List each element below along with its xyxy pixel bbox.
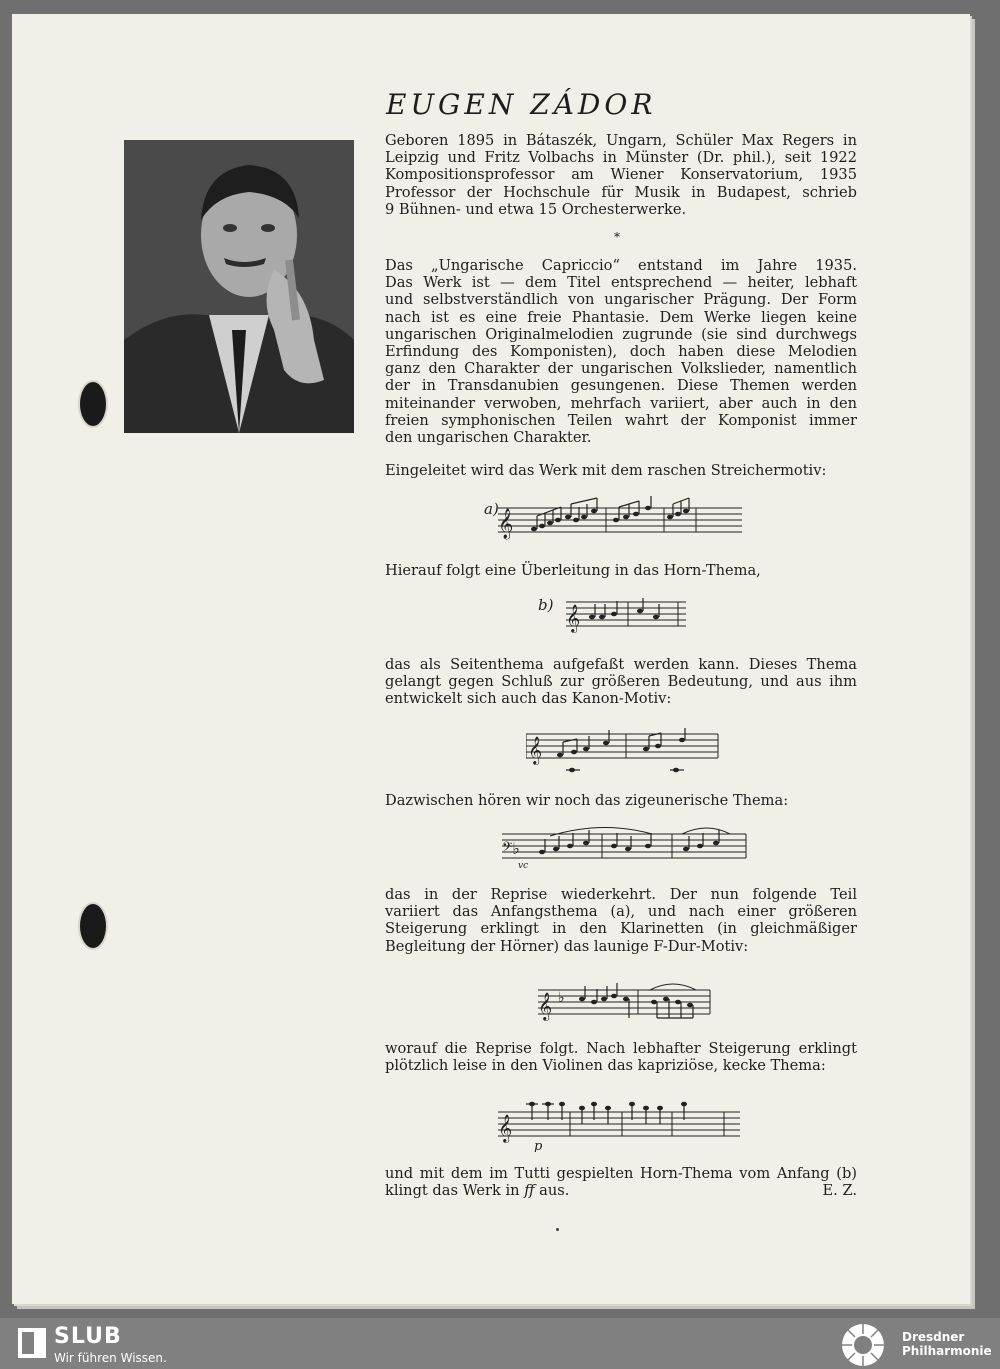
biography-paragraph: [385, 132, 857, 218]
capriccio-line: den ungarischen Charakter.: [385, 429, 592, 447]
capriccio-line: miteinander verwoben, mehrfach variiert, aber auch in den: [385, 394, 857, 412]
slub-tagline: Wir führen Wissen.: [54, 1351, 167, 1365]
closing-text-post: aus.: [534, 1182, 570, 1200]
side-theme-line: entwickelt sich auch das Kanon-Motiv:: [385, 690, 672, 708]
punch-hole-top: [78, 380, 108, 428]
svg-text:𝄞: 𝄞: [528, 736, 543, 764]
staff-notation-icon: [502, 824, 750, 870]
reprise-paragraph: [385, 886, 857, 955]
svg-text:𝄞: 𝄞: [498, 1114, 513, 1142]
reprise-line: Steigerung erklingt in den Klarinetten (in gleichmäßiger: [385, 920, 857, 938]
staff-notation-icon: [538, 594, 688, 636]
staff-notation-icon: [484, 496, 746, 548]
gypsy-paragraph: [385, 792, 857, 809]
reprise-line: variiert das Anfangsthema (a), und nach einer größeren: [385, 903, 857, 921]
capriccio-line: Das Werk ist — dem Titel entsprechend — heiter, lebhaft: [385, 274, 857, 292]
dresdner-philharmonie-name: [902, 1330, 992, 1358]
capriccio-line: und selbstverständlich von ungarischer Prägung. Der Form: [385, 291, 857, 309]
slub-logo-icon[interactable]: [18, 1328, 46, 1358]
reprise-line: das in der Reprise wiederkehrt. Der nun folgende Teil: [385, 886, 857, 903]
composer-title: EUGEN ZÁDOR: [386, 88, 657, 121]
svg-text:𝄞: 𝄞: [566, 604, 581, 632]
dp-line-1: Dresdner: [902, 1330, 965, 1344]
capriccio-line: ungarischen Originalmelodien zugrunde (sie sind durchwegs: [385, 325, 857, 343]
closing-line-2: [385, 1182, 857, 1199]
dynamic-fortissimo: ff: [524, 1182, 535, 1200]
example-a-label: a): [484, 500, 499, 518]
portrait-photo-icon: [124, 140, 354, 433]
gypsy-line: Dazwischen hören wir noch das zigeunerische Thema:: [385, 792, 789, 809]
music-example-f-major: [538, 978, 714, 1028]
dresdner-philharmonie-logo-icon[interactable]: [840, 1322, 886, 1368]
footer-bar: [0, 1318, 1000, 1369]
side-theme-paragraph: [385, 656, 857, 708]
capricious-line: worauf die Reprise folgt. Nach lebhafter Steigerung erklingt: [385, 1040, 857, 1057]
bio-line: Leipzig und Fritz Volbachs in Münster (Dr. phil.), seit 1922: [385, 149, 857, 167]
capriccio-line: Erfindung des Komponisten), doch haben diese Melodien: [385, 343, 857, 361]
capriccio-paragraph: [385, 257, 857, 446]
punch-hole-bottom: [78, 902, 108, 950]
intro-paragraph: [385, 462, 857, 479]
bio-line: Geboren 1895 in Bátaszék, Ungarn, Schüler Max Regers in: [385, 132, 857, 149]
example-b-label: b): [538, 596, 554, 614]
capricious-line: plötzlich leise in den Violinen das kapriziöse, kecke Thema:: [385, 1057, 826, 1075]
capriccio-line: freien symphonischen Teilen wahrt der Komponist immer: [385, 411, 857, 429]
side-theme-line: das als Seitenthema aufgefaßt werden kann. Dieses Thema: [385, 656, 857, 673]
dynamic-piano: p: [534, 1139, 543, 1152]
slub-name[interactable]: SLUB: [54, 1324, 122, 1349]
capricious-paragraph: [385, 1040, 857, 1074]
horn-paragraph: [385, 562, 857, 579]
svg-text:𝄞: 𝄞: [538, 992, 553, 1020]
svg-text:♭: ♭: [558, 990, 565, 1006]
music-example-b: [538, 594, 688, 636]
capriccio-line: Das „Ungarische Capriccio“ entstand im Jahre 1935.: [385, 257, 857, 274]
svg-text:𝄢♭: 𝄢♭: [502, 839, 520, 858]
bio-line: Kompositionsprofessor am Wiener Konservatorium, 1935: [385, 166, 857, 184]
composer-portrait: [124, 140, 354, 433]
svg-text:𝄞: 𝄞: [498, 509, 514, 539]
music-example-canon: [526, 728, 722, 784]
bio-line: Professor der Hochschule für Musik in Budapest, schrieb: [385, 183, 857, 201]
bio-line: 9 Bühnen- und etwa 15 Orchesterwerke.: [385, 200, 687, 218]
horn-line: Hierauf folgt eine Überleitung in das Horn-Thema,: [385, 562, 761, 579]
reprise-line: Begleitung der Hörner) das launige F-Dur-Motiv:: [385, 937, 749, 955]
capriccio-line: der in Transdanubien gesungenen. Diese Themen werden: [385, 377, 857, 395]
staff-notation-icon: [538, 978, 714, 1028]
section-separator: *: [614, 230, 620, 244]
intro-line: Eingeleitet wird das Werk mit dem raschen Streichermotiv:: [385, 462, 827, 479]
music-example-gypsy: [502, 824, 750, 870]
closing-text-pre: klingt das Werk in: [385, 1182, 525, 1200]
dp-line-2: Philharmonie: [902, 1344, 992, 1358]
capriccio-line: ganz den Charakter der ungarischen Volkslieder, namentlich: [385, 360, 857, 378]
staff-notation-icon: [526, 728, 722, 784]
closing-line: und mit dem im Tutti gespielten Horn-Thema vom Anfang (b): [385, 1165, 857, 1182]
staff-notation-icon: [498, 1090, 744, 1152]
side-theme-line: gelangt gegen Schluß zur größeren Bedeutung, und aus ihm: [385, 673, 857, 691]
capriccio-line: nach ist es eine freie Phantasie. Dem Werke liegen keine: [385, 308, 857, 326]
author-initials: E. Z.: [822, 1182, 857, 1200]
example-vc-label: vc: [518, 861, 529, 870]
page-dot: [556, 1228, 559, 1231]
music-example-a: [484, 496, 746, 548]
music-example-capricious: [498, 1090, 744, 1152]
closing-paragraph: [385, 1165, 857, 1199]
